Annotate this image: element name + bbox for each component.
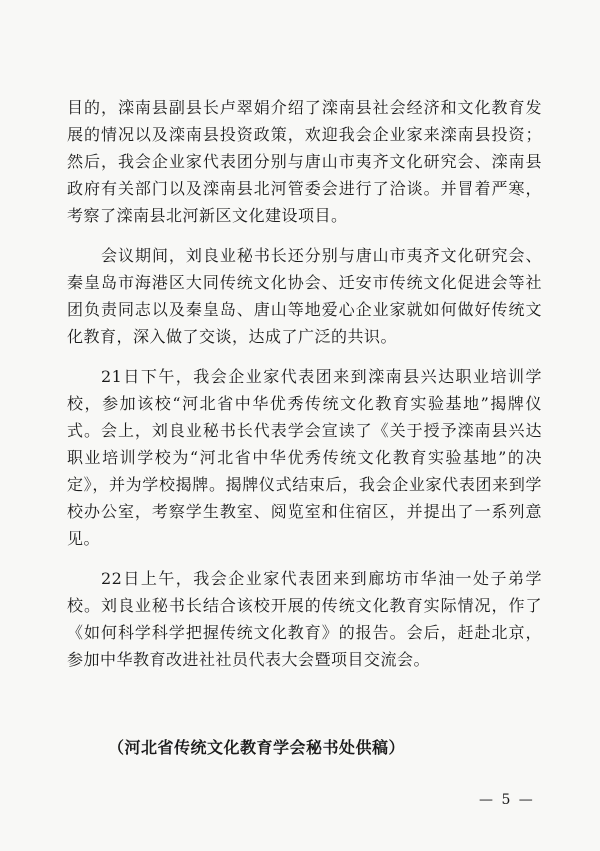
document-body <box>67 94 542 673</box>
paragraph-2: 会议期间，刘良业秘书长还分别与唐山市夷齐文化研究会、秦皇岛市海港区大同传统文化协会、迁安市传统文化促进会等社团负责同志以及秦皇岛、唐山等地爱心企业家就如何做好传统文化教育，深入做了交谈，达成了广泛的共识。 <box>67 246 542 346</box>
paragraph-3: 21日下午，我会企业家代表团来到滦南县兴达职业培训学校，参加该校“河北省中华优秀传统文化教育实验基地”揭牌仪式。会上，刘良业秘书长代表学会宣读了《关于授予滦南县兴达职业培训学校为“河北省中华优秀传统文化教育实验基地”的决定》，并为学校揭牌。揭牌仪式结束后，我会企业家代表团来到学校办公室，考察学生教室、阅览室和住宿区，并提出了一系列意见。 <box>67 367 542 548</box>
paragraph-4: 22日上午，我会企业家代表团来到廊坊市华油一处子弟学校。刘良业秘书长结合该校开展的传统文化教育实际情况，作了《如何科学科学把握传统文化教育》的报告。会后，赶赴北京，参加中华教育改进社社员代表大会暨项目交流会。 <box>67 569 542 669</box>
source-line: （河北省传统文化教育学会秘书处供稿） <box>108 738 406 757</box>
paragraph-1: 目的，滦南县副县长卢翠娟介绍了滦南县社会经济和文化教育发展的情况以及滦南县投资政策，欢迎我会企业家来滦南县投资；然后，我会企业家代表团分别与唐山市夷齐文化研究会、滦南县政府有关部门以及滦南县北河管委会进行了洽谈。并冒着严寒，考察了滦南县北河新区文化建设项目。 <box>67 98 542 225</box>
page-number: — 5 — <box>479 792 535 808</box>
